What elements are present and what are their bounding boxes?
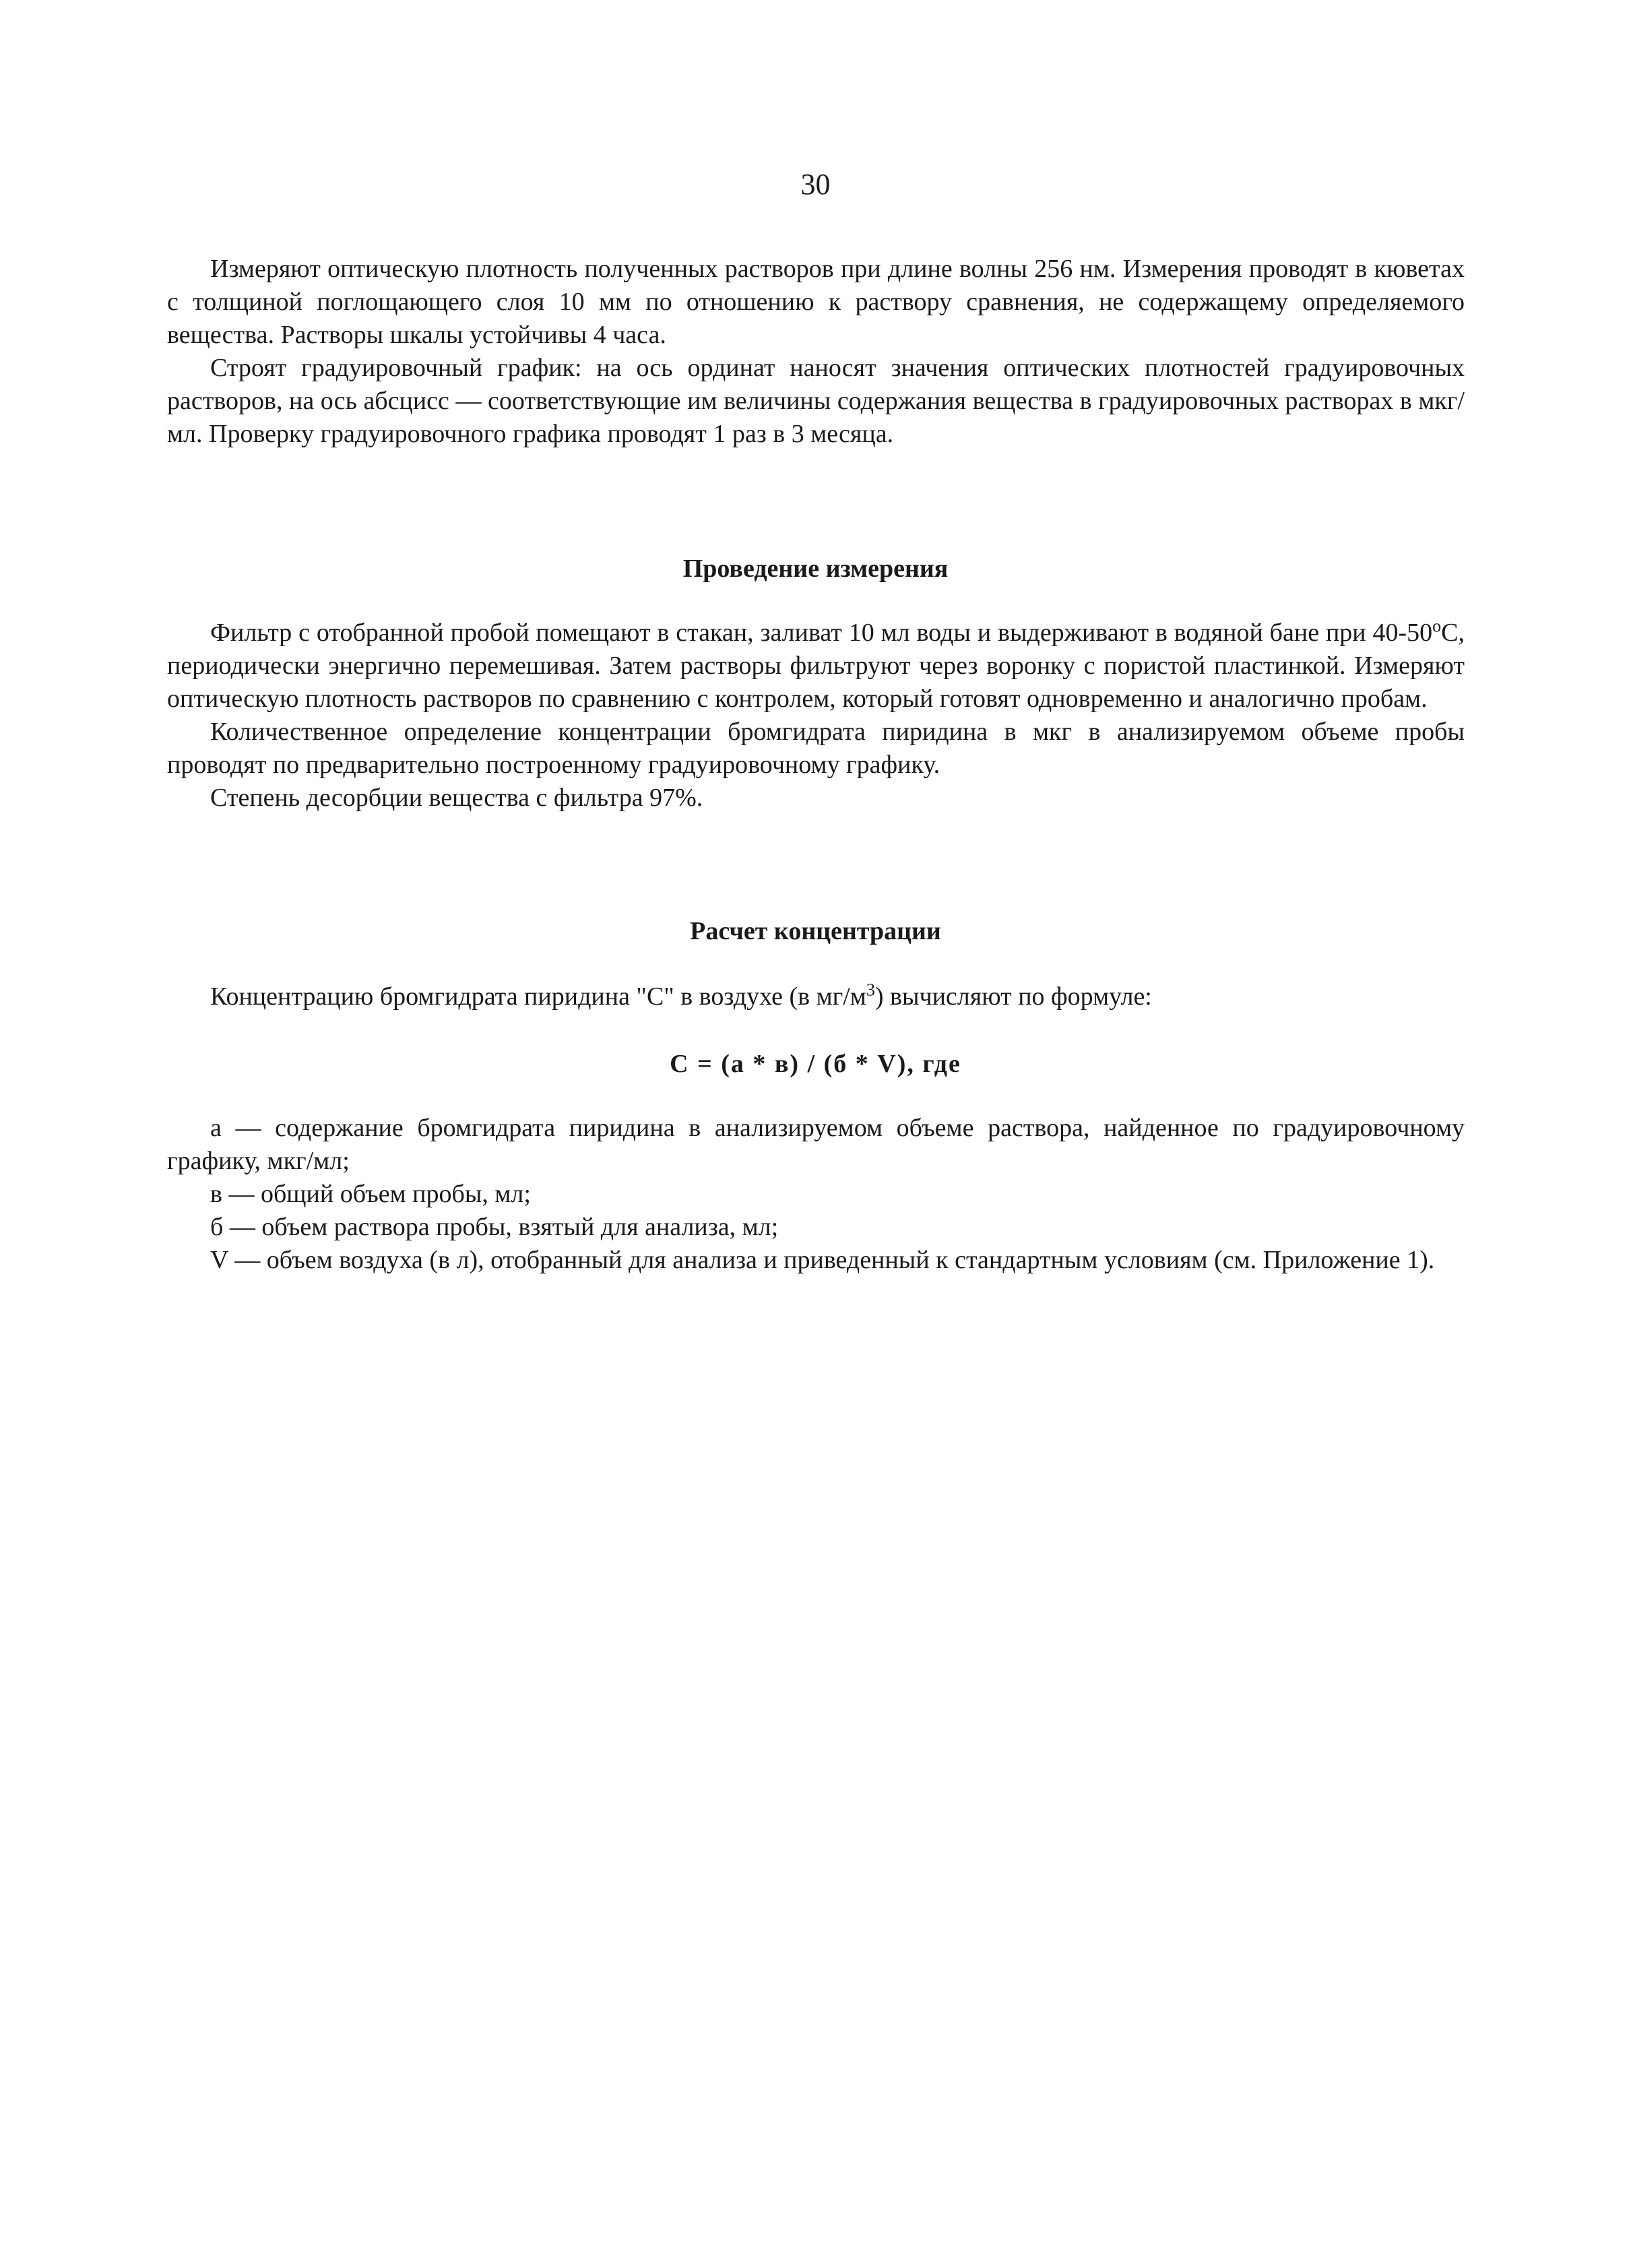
calculation-intro-after: ) вычисляют по формуле: bbox=[874, 982, 1152, 1011]
definition-v: в — общий объем пробы, мл; bbox=[210, 1180, 531, 1208]
intro-paragraph-1: Измеряют оптическую плотность полученных растворов при длине волны 256 нм. Измерения проводят в кюветах с толщиной поглощающего слоя 10 мм по отношению к раствору сравнения, не содержащему определяемого вещества. Растворы шкалы устойчивы 4 часа. bbox=[167, 255, 1465, 349]
intro-paragraph-2: Строят градуировочный график: на ось ординат наносят значения оптических плотностей градуировочных растворов, на ось абсцисс — соответствующие им величины содержания вещества в градуировочных растворах в мкг/мл. Проверку градуировочного графика проводят 1 раз в 3 месяца. bbox=[167, 354, 1465, 448]
degree-mark: о bbox=[1432, 616, 1442, 636]
definition-b: б — объем раствора пробы, взятый для анализа, мл; bbox=[210, 1213, 779, 1241]
concentration-formula: С = (а * в) / (б * V), где bbox=[670, 1050, 961, 1078]
page-number: 30 bbox=[800, 168, 831, 201]
calculation-intro-before: Концентрацию бромгидрата пиридина "С" в воздухе (в мг/м bbox=[210, 982, 866, 1011]
definition-volume: V — объем воздуха (в л), отобранный для анализа и приведенный к стандартным условиям (см. Приложение 1). bbox=[210, 1246, 1435, 1274]
calculation-intro bbox=[167, 980, 1465, 1013]
intro-text-block bbox=[167, 253, 1465, 451]
measurement-paragraph-1 bbox=[167, 617, 1465, 716]
measurement-paragraph-1-before: Фильтр с отобранной пробой помещают в стакан, заливат 10 мл воды и выдерживают в водяной бане при 40-50 bbox=[210, 619, 1433, 647]
heading-measurement: Проведение измерения bbox=[682, 555, 949, 583]
cubic-superscript: 3 bbox=[866, 980, 875, 1000]
measurement-paragraph-3: Степень десорбции вещества с фильтра 97%. bbox=[210, 784, 703, 812]
definition-a: а — содержание бромгидрата пиридина в анализируемом объеме раствора, найденное по градуировочному графику, мкг/мл; bbox=[167, 1114, 1465, 1175]
measurement-paragraph-2: Количественное определение концентрации бромгидрата пиридина в мкг в анализируемом объеме пробы проводят по предварительно построенному градуировочному графику. bbox=[167, 718, 1465, 779]
heading-calculation: Расчет концентрации bbox=[690, 917, 941, 945]
measurement-paragraph-1-after: С, периодически энергично перемешивая. Затем растворы фильтруют через воронку с пористой пластинкой. Измеряют оптическую плотность растворов по сравнению с контролем, который готовят одновременно и аналогично пробам. bbox=[167, 619, 1465, 713]
definitions-block bbox=[167, 1112, 1465, 1277]
measurement-text-block bbox=[167, 617, 1465, 815]
